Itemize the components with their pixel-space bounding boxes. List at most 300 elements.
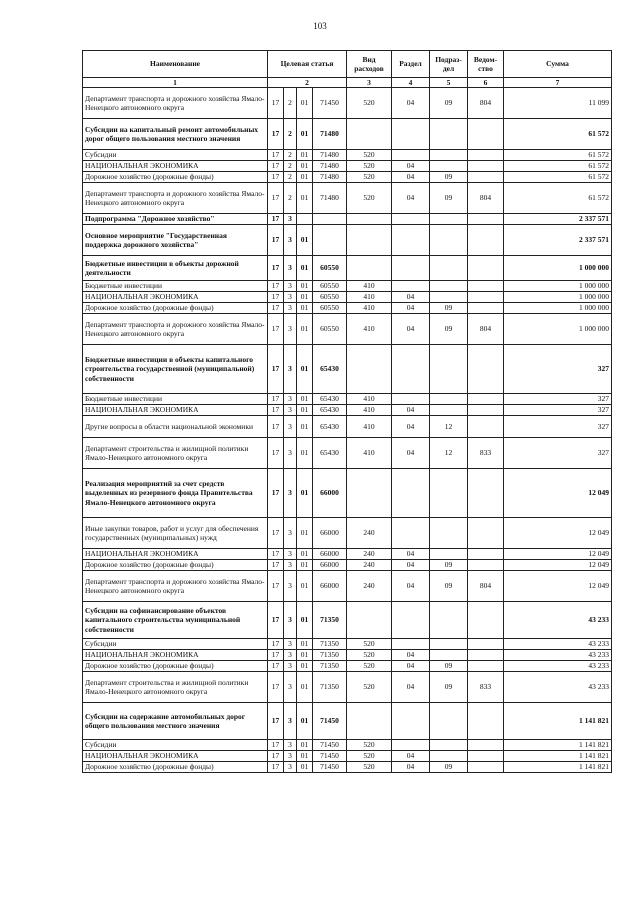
vedomstvo-cell [468, 214, 504, 225]
target-part-4: 71480 [313, 183, 347, 214]
target-part-2: 2 [284, 119, 297, 150]
vedomstvo-cell: 833 [468, 672, 504, 703]
target-part-2: 3 [284, 762, 297, 773]
podrazdel-cell [430, 740, 468, 751]
vid-cell: 240 [347, 549, 392, 560]
sum-cell: 2 337 571 [504, 214, 612, 225]
target-part-3: 01 [297, 740, 313, 751]
sum-cell: 1 000 000 [504, 256, 612, 281]
podrazdel-cell [430, 469, 468, 518]
row-name: Департамент строительства и жилищной политики Ямало-Ненецкого автономного округа [83, 438, 268, 469]
podrazdel-cell [430, 602, 468, 639]
column-number-row [83, 78, 612, 88]
target-part-3: 01 [297, 560, 313, 571]
col-num: 7 [504, 78, 612, 88]
sum-cell: 1 000 000 [504, 292, 612, 303]
vid-cell: 410 [347, 394, 392, 405]
razdel-cell [392, 214, 430, 225]
target-part-3: 01 [297, 661, 313, 672]
podrazdel-cell [430, 214, 468, 225]
vid-cell: 240 [347, 571, 392, 602]
podrazdel-cell [430, 405, 468, 416]
razdel-cell [392, 639, 430, 650]
vedomstvo-cell [468, 549, 504, 560]
table-row [83, 256, 612, 281]
target-part-2: 2 [284, 161, 297, 172]
target-part-2: 2 [284, 150, 297, 161]
razdel-cell: 04 [392, 416, 430, 438]
razdel-cell [392, 119, 430, 150]
razdel-cell [392, 345, 430, 394]
target-part-3: 01 [297, 751, 313, 762]
row-name: Основное мероприятие "Государственная поддержка дорожного хозяйства" [83, 225, 268, 256]
target-part-2: 3 [284, 405, 297, 416]
target-part-2: 2 [284, 183, 297, 214]
vid-cell [347, 214, 392, 225]
target-part-2: 3 [284, 303, 297, 314]
target-part-4: 71480 [313, 119, 347, 150]
row-name: Иные закупки товаров, работ и услуг для обеспечения государственных (муниципальных) нужд [83, 518, 268, 549]
row-name: Субсидии на содержание автомобильных дорог общего пользования местного значения [83, 703, 268, 740]
target-part-2: 3 [284, 703, 297, 740]
razdel-cell [392, 602, 430, 639]
target-part-3: 01 [297, 256, 313, 281]
podrazdel-cell: 09 [430, 560, 468, 571]
vedomstvo-cell [468, 661, 504, 672]
podrazdel-cell [430, 703, 468, 740]
table-row [83, 172, 612, 183]
target-part-4: 71350 [313, 602, 347, 639]
vedomstvo-cell [468, 292, 504, 303]
row-name: Дорожное хозяйство (дорожные фонды) [83, 560, 268, 571]
podrazdel-cell [430, 281, 468, 292]
sum-cell: 61 572 [504, 150, 612, 161]
target-part-4: 66000 [313, 560, 347, 571]
target-part-1: 17 [268, 416, 284, 438]
vedomstvo-cell [468, 639, 504, 650]
podrazdel-cell: 09 [430, 672, 468, 703]
vid-cell: 410 [347, 438, 392, 469]
sum-cell: 43 233 [504, 672, 612, 703]
vedomstvo-cell [468, 740, 504, 751]
budget-table [82, 50, 612, 773]
target-part-2: 2 [284, 172, 297, 183]
table-row [83, 703, 612, 740]
header-podrazdel: Подраз-дел [430, 51, 468, 78]
target-part-3: 01 [297, 762, 313, 773]
target-part-4: 71350 [313, 639, 347, 650]
row-name: Дорожное хозяйство (дорожные фонды) [83, 303, 268, 314]
vid-cell: 410 [347, 416, 392, 438]
table-row [83, 161, 612, 172]
row-name: Субсидии на капитальный ремонт автомобильных дорог общего пользования местного значения [83, 119, 268, 150]
target-part-3: 01 [297, 672, 313, 703]
podrazdel-cell [430, 256, 468, 281]
target-part-1: 17 [268, 405, 284, 416]
vedomstvo-cell: 833 [468, 438, 504, 469]
target-part-2: 3 [284, 571, 297, 602]
table-row [83, 88, 612, 119]
razdel-cell: 04 [392, 672, 430, 703]
target-part-1: 17 [268, 256, 284, 281]
target-part-1: 17 [268, 672, 284, 703]
col-num: 5 [430, 78, 468, 88]
target-part-3: 01 [297, 571, 313, 602]
target-part-4 [313, 214, 347, 225]
target-part-1: 17 [268, 751, 284, 762]
podrazdel-cell: 09 [430, 661, 468, 672]
podrazdel-cell [430, 394, 468, 405]
table-row [83, 405, 612, 416]
razdel-cell: 04 [392, 549, 430, 560]
vedomstvo-cell [468, 405, 504, 416]
vid-cell: 520 [347, 740, 392, 751]
podrazdel-cell [430, 292, 468, 303]
sum-cell: 43 233 [504, 602, 612, 639]
sum-cell: 327 [504, 438, 612, 469]
sum-cell: 43 233 [504, 639, 612, 650]
table-row [83, 225, 612, 256]
vid-cell [347, 225, 392, 256]
podrazdel-cell [430, 345, 468, 394]
vid-cell: 520 [347, 161, 392, 172]
podrazdel-cell [430, 650, 468, 661]
target-part-1: 17 [268, 183, 284, 214]
vedomstvo-cell [468, 650, 504, 661]
vid-cell: 520 [347, 150, 392, 161]
target-part-2: 3 [284, 602, 297, 639]
target-part-4: 71350 [313, 672, 347, 703]
target-part-4: 71350 [313, 650, 347, 661]
target-part-3: 01 [297, 650, 313, 661]
target-part-4: 71450 [313, 703, 347, 740]
table-row [83, 292, 612, 303]
target-part-3: 01 [297, 183, 313, 214]
col-num: 1 [83, 78, 268, 88]
target-part-1: 17 [268, 571, 284, 602]
vid-cell: 240 [347, 518, 392, 549]
row-name: НАЦИОНАЛЬНАЯ ЭКОНОМИКА [83, 161, 268, 172]
target-part-4: 65430 [313, 438, 347, 469]
target-part-3: 01 [297, 639, 313, 650]
target-part-1: 17 [268, 88, 284, 119]
target-part-3: 01 [297, 405, 313, 416]
row-name: Департамент транспорта и дорожного хозяйства Ямало-Ненецкого автономного округа [83, 183, 268, 214]
target-part-1: 17 [268, 281, 284, 292]
vid-cell: 240 [347, 560, 392, 571]
target-part-1: 17 [268, 549, 284, 560]
vid-cell: 520 [347, 650, 392, 661]
razdel-cell [392, 394, 430, 405]
row-name: Департамент транспорта и дорожного хозяйства Ямало-Ненецкого автономного округа [83, 88, 268, 119]
vid-cell [347, 345, 392, 394]
header-summa: Сумма [504, 51, 612, 78]
target-part-2: 3 [284, 751, 297, 762]
sum-cell: 1 000 000 [504, 303, 612, 314]
target-part-4: 66000 [313, 518, 347, 549]
row-name: Бюджетные инвестиции [83, 394, 268, 405]
target-part-4: 60550 [313, 292, 347, 303]
target-part-1: 17 [268, 214, 284, 225]
table-row [83, 762, 612, 773]
podrazdel-cell [430, 639, 468, 650]
table-row [83, 119, 612, 150]
target-part-2: 2 [284, 88, 297, 119]
target-part-1: 17 [268, 161, 284, 172]
vid-cell [347, 703, 392, 740]
target-part-2: 3 [284, 639, 297, 650]
podrazdel-cell: 09 [430, 183, 468, 214]
target-part-4: 66000 [313, 549, 347, 560]
target-part-4: 71480 [313, 150, 347, 161]
target-part-2: 3 [284, 672, 297, 703]
row-name: Субсидии [83, 740, 268, 751]
podrazdel-cell: 09 [430, 303, 468, 314]
target-part-2: 3 [284, 292, 297, 303]
podrazdel-cell [430, 150, 468, 161]
target-part-4: 60550 [313, 314, 347, 345]
target-part-3: 01 [297, 225, 313, 256]
row-name: Дорожное хозяйство (дорожные фонды) [83, 762, 268, 773]
target-part-1: 17 [268, 740, 284, 751]
table-row [83, 639, 612, 650]
target-part-2: 3 [284, 661, 297, 672]
row-name: НАЦИОНАЛЬНАЯ ЭКОНОМИКА [83, 650, 268, 661]
sum-cell: 12 049 [504, 571, 612, 602]
row-name: Субсидии [83, 150, 268, 161]
sum-cell: 61 572 [504, 172, 612, 183]
target-part-1: 17 [268, 225, 284, 256]
table-row [83, 740, 612, 751]
target-part-4: 65430 [313, 345, 347, 394]
row-name: НАЦИОНАЛЬНАЯ ЭКОНОМИКА [83, 292, 268, 303]
row-name: НАЦИОНАЛЬНАЯ ЭКОНОМИКА [83, 549, 268, 560]
razdel-cell: 04 [392, 560, 430, 571]
target-part-3 [297, 214, 313, 225]
table-row [83, 303, 612, 314]
target-part-1: 17 [268, 394, 284, 405]
target-part-2: 3 [284, 416, 297, 438]
razdel-cell: 04 [392, 161, 430, 172]
vedomstvo-cell [468, 281, 504, 292]
sum-cell: 43 233 [504, 650, 612, 661]
vid-cell: 520 [347, 183, 392, 214]
target-part-3: 01 [297, 549, 313, 560]
razdel-cell: 04 [392, 438, 430, 469]
target-part-1: 17 [268, 292, 284, 303]
podrazdel-cell [430, 161, 468, 172]
row-name: НАЦИОНАЛЬНАЯ ЭКОНОМИКА [83, 405, 268, 416]
table-row [83, 314, 612, 345]
vedomstvo-cell [468, 119, 504, 150]
target-part-2: 3 [284, 281, 297, 292]
sum-cell: 61 572 [504, 119, 612, 150]
target-part-3: 01 [297, 469, 313, 518]
vedomstvo-cell [468, 345, 504, 394]
target-part-1: 17 [268, 119, 284, 150]
target-part-4: 71450 [313, 751, 347, 762]
target-part-1: 17 [268, 560, 284, 571]
razdel-cell: 04 [392, 751, 430, 762]
sum-cell: 11 099 [504, 88, 612, 119]
razdel-cell [392, 469, 430, 518]
vedomstvo-cell [468, 751, 504, 762]
target-part-4: 60550 [313, 281, 347, 292]
vedomstvo-cell [468, 762, 504, 773]
target-part-4: 71480 [313, 172, 347, 183]
target-part-4 [313, 225, 347, 256]
vid-cell: 520 [347, 88, 392, 119]
vid-cell: 410 [347, 292, 392, 303]
target-part-2: 3 [284, 256, 297, 281]
sum-cell: 2 337 571 [504, 225, 612, 256]
vid-cell: 520 [347, 661, 392, 672]
row-name: Департамент строительства и жилищной политики Ямало-Ненецкого автономного округа [83, 672, 268, 703]
razdel-cell [392, 150, 430, 161]
target-part-1: 17 [268, 303, 284, 314]
razdel-cell: 04 [392, 762, 430, 773]
razdel-cell: 04 [392, 303, 430, 314]
row-name: НАЦИОНАЛЬНАЯ ЭКОНОМИКА [83, 751, 268, 762]
vid-cell: 410 [347, 281, 392, 292]
target-part-4: 65430 [313, 416, 347, 438]
vedomstvo-cell: 804 [468, 183, 504, 214]
target-part-1: 17 [268, 438, 284, 469]
target-part-4: 60550 [313, 256, 347, 281]
podrazdel-cell: 09 [430, 314, 468, 345]
podrazdel-cell: 09 [430, 571, 468, 602]
target-part-1: 17 [268, 518, 284, 549]
target-part-3: 01 [297, 345, 313, 394]
target-part-3: 01 [297, 703, 313, 740]
razdel-cell: 04 [392, 292, 430, 303]
vid-cell [347, 119, 392, 150]
vedomstvo-cell [468, 602, 504, 639]
vedomstvo-cell [468, 394, 504, 405]
target-part-1: 17 [268, 602, 284, 639]
target-part-1: 17 [268, 345, 284, 394]
sum-cell: 327 [504, 416, 612, 438]
razdel-cell [392, 225, 430, 256]
razdel-cell: 04 [392, 183, 430, 214]
sum-cell: 327 [504, 405, 612, 416]
sum-cell: 12 049 [504, 518, 612, 549]
table-row [83, 150, 612, 161]
target-part-1: 17 [268, 314, 284, 345]
sum-cell: 1 000 000 [504, 314, 612, 345]
target-part-4: 66000 [313, 469, 347, 518]
sum-cell: 327 [504, 345, 612, 394]
vid-cell [347, 256, 392, 281]
row-name: Бюджетные инвестиции в объекты капитального строительства государственной (муниципальной) собственности [83, 345, 268, 394]
table-row [83, 345, 612, 394]
header-vedomstvo: Ведом-ство [468, 51, 504, 78]
target-part-1: 17 [268, 650, 284, 661]
vedomstvo-cell [468, 303, 504, 314]
row-name: Дорожное хозяйство (дорожные фонды) [83, 172, 268, 183]
table-row [83, 751, 612, 762]
row-name: Реализация мероприятий за счет средств выделенных из резервного фонда Правительства Ямало-Ненецкого автономного округа [83, 469, 268, 518]
target-part-2: 3 [284, 225, 297, 256]
col-num: 4 [392, 78, 430, 88]
table-row [83, 571, 612, 602]
sum-cell: 61 572 [504, 183, 612, 214]
row-name: Дорожное хозяйство (дорожные фонды) [83, 661, 268, 672]
razdel-cell [392, 740, 430, 751]
razdel-cell: 04 [392, 571, 430, 602]
target-part-4: 71450 [313, 740, 347, 751]
sum-cell: 1 141 821 [504, 740, 612, 751]
target-part-3: 01 [297, 394, 313, 405]
row-name: Субсидии на софинансирование объектов капитального строительства муниципальной собственности [83, 602, 268, 639]
target-part-3: 01 [297, 150, 313, 161]
podrazdel-cell [430, 119, 468, 150]
target-part-3: 01 [297, 281, 313, 292]
podrazdel-cell [430, 225, 468, 256]
target-part-2: 3 [284, 214, 297, 225]
row-name: Субсидии [83, 639, 268, 650]
table-row [83, 416, 612, 438]
vid-cell: 520 [347, 672, 392, 703]
target-part-4: 71450 [313, 88, 347, 119]
page-number: 103 [313, 21, 327, 31]
podrazdel-cell: 09 [430, 172, 468, 183]
target-part-3: 01 [297, 292, 313, 303]
sum-cell: 1 000 000 [504, 281, 612, 292]
table-row [83, 518, 612, 549]
table-row [83, 214, 612, 225]
vid-cell: 520 [347, 639, 392, 650]
table-row [83, 183, 612, 214]
podrazdel-cell: 12 [430, 438, 468, 469]
target-part-4: 71480 [313, 161, 347, 172]
target-part-2: 3 [284, 345, 297, 394]
target-part-3: 01 [297, 416, 313, 438]
razdel-cell: 04 [392, 650, 430, 661]
sum-cell: 327 [504, 394, 612, 405]
target-part-3: 01 [297, 88, 313, 119]
target-part-3: 01 [297, 161, 313, 172]
vedomstvo-cell: 804 [468, 571, 504, 602]
target-part-2: 3 [284, 650, 297, 661]
podrazdel-cell: 09 [430, 762, 468, 773]
vedomstvo-cell [468, 256, 504, 281]
table-row [83, 469, 612, 518]
target-part-1: 17 [268, 150, 284, 161]
header-name: Наименование [83, 51, 268, 78]
target-part-2: 3 [284, 394, 297, 405]
target-part-4: 60550 [313, 303, 347, 314]
vedomstvo-cell [468, 560, 504, 571]
razdel-cell [392, 256, 430, 281]
vid-cell: 410 [347, 314, 392, 345]
table-row [83, 650, 612, 661]
table-row [83, 672, 612, 703]
sum-cell: 12 049 [504, 549, 612, 560]
table-row [83, 281, 612, 292]
vedomstvo-cell [468, 416, 504, 438]
vedomstvo-cell: 804 [468, 314, 504, 345]
target-part-3: 01 [297, 119, 313, 150]
table-row [83, 560, 612, 571]
vedomstvo-cell [468, 161, 504, 172]
target-part-2: 3 [284, 438, 297, 469]
vedomstvo-cell [468, 172, 504, 183]
table-row [83, 438, 612, 469]
target-part-4: 71350 [313, 661, 347, 672]
row-name: Департамент транспорта и дорожного хозяйства Ямало-Ненецкого автономного округа [83, 314, 268, 345]
target-part-3: 01 [297, 314, 313, 345]
